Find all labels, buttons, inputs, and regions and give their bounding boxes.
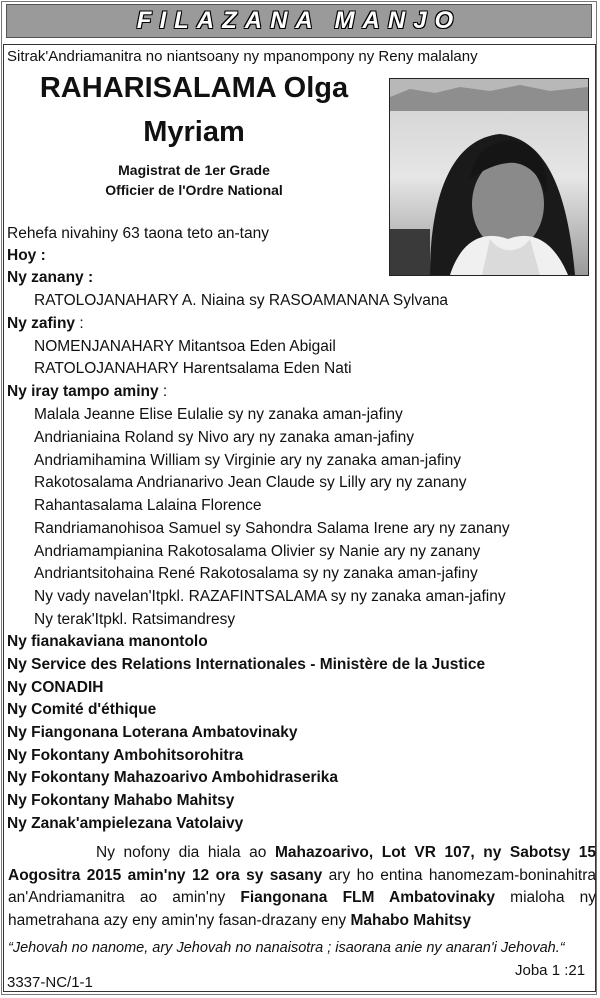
group-item: Ny Service des Relations Internationales - Ministère de la Justice	[7, 656, 486, 673]
header-band	[6, 4, 592, 38]
iray-tampo-heading	[7, 382, 167, 402]
portrait-image	[390, 79, 588, 275]
deceased-name-line1: RAHARISALAMA Olga	[39, 72, 349, 104]
title-magistrat: Magistrat de 1er Grade	[118, 162, 270, 178]
header-title: FILAZANA MANJO	[136, 7, 462, 34]
sibling-item: Randriamanohisoa Samuel sy Sahondra Salama Irene ary ny zanany	[34, 520, 510, 537]
iray-tampo-sep: :	[158, 383, 168, 400]
group-item: Ny Fokontany Mahazoarivo Ambohidraserika	[7, 769, 339, 786]
zafiny-label: Ny zafiny	[7, 315, 76, 332]
sibling-item: Andriantsitohaina René Rakotosalama sy ny zanaka aman-jafiny	[34, 565, 478, 582]
zanany-item: RATOLOJANAHARY A. Niaina sy RASOAMANANA Sylvana	[34, 292, 449, 309]
portrait-photo	[389, 78, 589, 276]
zafiny-heading	[7, 314, 84, 334]
sibling-item: Malala Jeanne Elise Eulalie sy ny zanaka aman-jafiny	[34, 406, 403, 423]
sibling-item: Andriamampianina Rakotosalama Olivier sy Nanie ary ny zanany	[34, 543, 481, 560]
group-item: Ny Fokontany Ambohitsorohitra	[7, 747, 244, 764]
sibling-item: Rakotosalama Andrianarivo Jean Claude sy Lilly ary ny zanany	[34, 474, 467, 491]
announcement-text-1: Ny nofony dia hiala ao	[96, 844, 275, 861]
title-officier: Officier de l'Ordre National	[105, 182, 283, 198]
announcement-church: Fiangonana FLM Ambatovinaky	[240, 889, 495, 906]
group-item: Ny Fiangonana Loterana Ambatovinaky	[7, 724, 298, 741]
group-item: Ny fianakaviana manontolo	[7, 633, 208, 650]
zafiny-item: RATOLOJANAHARY Harentsalama Eden Nati	[34, 360, 352, 377]
age-line: Rehefa nivahiny 63 taona teto an-tany	[7, 225, 269, 242]
sibling-item: Andrianiaina Roland sy Nivo ary ny zanaka aman-jafiny	[34, 429, 414, 446]
zanany-label: Ny zanany :	[7, 269, 94, 286]
announcement-text-2: ary ho entina hanomezam-boninahitra an'Andriamanitra ao amin'ny	[8, 866, 596, 906]
notice-code: 3337-NC/1-1	[7, 974, 93, 991]
zafiny-sep: :	[75, 315, 84, 332]
group-item: Ny Fokontany Mahabo Mahitsy	[7, 792, 235, 809]
group-item: Ny Comité d'éthique	[7, 701, 157, 718]
bible-quote: “Jehovah no nanome, ary Jehovah no nanaisotra ; isaorana anie ny anaran'i Jehovah.“	[8, 940, 565, 956]
iray-tampo-label: Ny iray tampo aminy	[7, 383, 159, 400]
hoy-label: Hoy :	[7, 247, 46, 264]
announcement-burial-place: Mahabo Mahitsy	[350, 911, 472, 929]
sibling-item: Rahantasalama Lalaina Florence	[34, 497, 262, 514]
sibling-item: Ny vady navelan'Itpkl. RAZAFINTSALAMA sy ny zanaka aman-jafiny	[34, 588, 506, 605]
group-item: Ny Zanak'ampielezana Vatolaivy	[7, 815, 244, 832]
announcement-location-date: Mahazoarivo, Lot VR 107, ny Sabotsy 15 Aogositra 2015 amin'ny 12 ora sy sasany	[8, 844, 596, 884]
funeral-announcement	[8, 842, 596, 932]
intro-text: Sitrak'Andriamanitra no niantsoany ny mpanompony ny Reny malalany	[7, 48, 478, 65]
deceased-titles	[8, 160, 380, 200]
zafiny-item: NOMENJANAHARY Mitantsoa Eden Abigail	[34, 338, 336, 355]
group-item: Ny CONADIH	[7, 679, 104, 696]
sibling-item: Ny terak'Itpkl. Ratsimandresy	[34, 611, 236, 628]
sibling-item: Andriamihamina William sy Virginie ary ny zanaka aman-jafiny	[34, 452, 461, 469]
deceased-name-line2: Myriam	[143, 116, 245, 148]
bible-reference: Joba 1 :21	[515, 962, 586, 979]
announcement-text-3: mialoha ny hametrahana azy eny amin'ny fasan-drazany eny	[8, 889, 597, 929]
